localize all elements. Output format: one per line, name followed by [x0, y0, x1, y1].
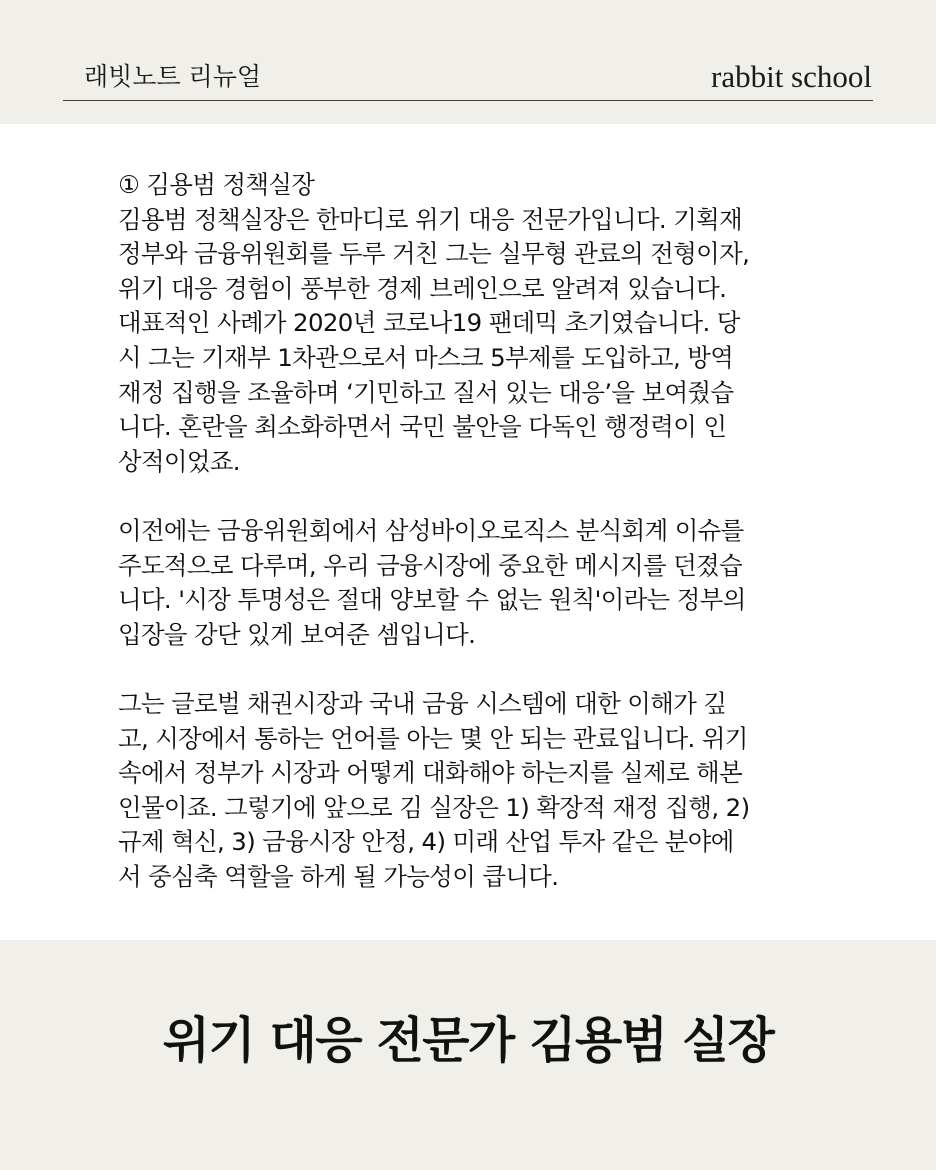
paragraph-line: 이전에는 금융위원회에서 삼성바이오로직스 분식회계 이슈를	[118, 515, 744, 545]
article-content	[0, 124, 936, 940]
paragraph-line: 대표적인 사례가 2020년 코로나19 팬데믹 초기였습니다. 당	[118, 308, 740, 338]
paragraph-line: 시 그는 기재부 1차관으로서 마스크 5부제를 도입하고, 방역	[118, 342, 734, 372]
paragraph-line: 인물이죠. 그렇기에 앞으로 김 실장은 1) 확장적 재정 집행, 2)	[118, 792, 750, 822]
paragraph-line: 니다. 혼란을 최소화하면서 국민 불안을 다독인 행정력이 인	[118, 412, 727, 442]
paragraph-line: 규제 혁신, 3) 금융시장 안정, 4) 미래 산업 투자 같은 분야에	[118, 827, 734, 857]
paragraph-line: 상적이었죠.	[118, 446, 240, 476]
paragraph-gap	[118, 479, 820, 514]
paragraph-line: 입장을 강단 있게 보여준 셈입니다.	[118, 619, 476, 649]
paragraph-line: 위기 대응 경험이 풍부한 경제 브레인으로 알려져 있습니다.	[118, 273, 727, 303]
paragraph-line: 그는 글로벌 채권시장과 국내 금융 시스템에 대한 이해가 깊	[118, 688, 727, 718]
paragraph-gap	[118, 652, 820, 687]
footer	[0, 940, 936, 1170]
paragraph-line: 니다. '시장 투명성은 절대 양보할 수 없는 원칙'이라는 정부의	[118, 585, 746, 615]
series-title: 래빗노트 리뉴얼	[84, 62, 261, 91]
footer-title: 위기 대응 전문가 김용범 실장	[162, 1012, 774, 1069]
header	[0, 0, 936, 124]
brand-name: rabbit school	[711, 59, 872, 94]
paragraph-line: 정부와 금융위원회를 두루 거친 그는 실무형 관료의 전형이자,	[118, 239, 750, 269]
paragraph-line: 서 중심축 역할을 하게 될 가능성이 큽니다.	[118, 861, 559, 891]
paragraph-line: 고, 시장에서 통하는 언어를 아는 몇 안 되는 관료입니다. 위기	[118, 723, 748, 753]
paragraph-line: 주도적으로 다루며, 우리 금융시장에 중요한 메시지를 던졌습	[118, 550, 743, 580]
paragraph-line: 김용범 정책실장은 한마디로 위기 대응 전문가입니다. 기획재	[118, 204, 743, 234]
header-divider	[63, 100, 873, 101]
article-heading: ① 김용범 정책실장	[118, 170, 315, 199]
paragraph-line: 재정 집행을 조율하며 ‘기민하고 질서 있는 대응’을 보여줬습	[118, 377, 734, 407]
article-text	[118, 168, 820, 894]
paragraph-line: 속에서 정부가 시장과 어떻게 대화해야 하는지를 실제로 해본	[118, 758, 743, 788]
